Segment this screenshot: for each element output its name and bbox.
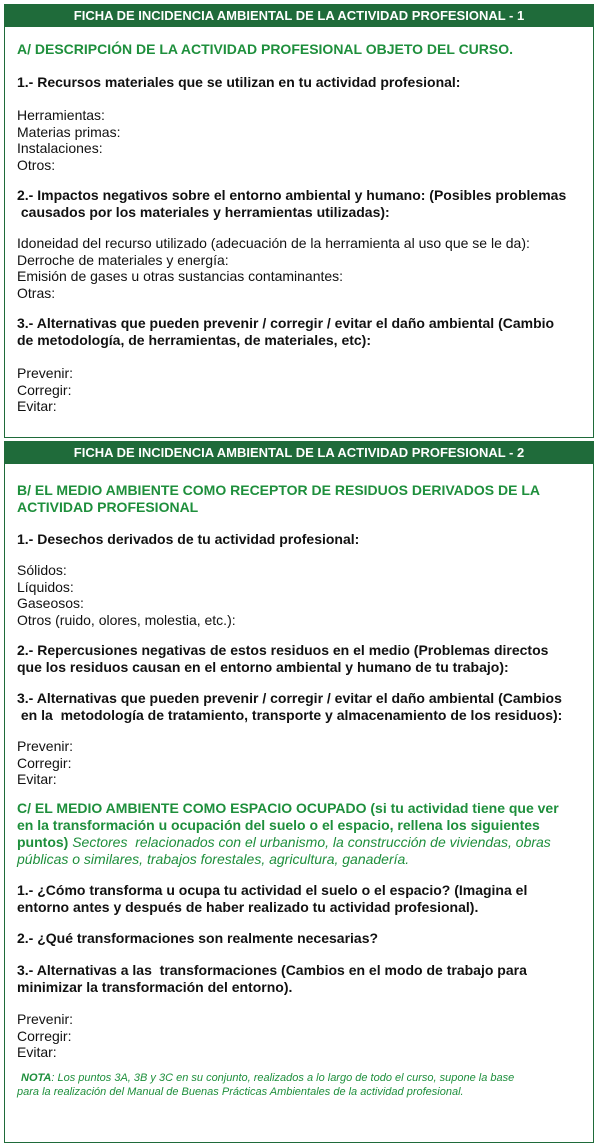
field-otras: Otras: <box>17 284 56 301</box>
ficha-header-1: FICHA DE INCIDENCIA AMBIENTAL DE LA ACTIVIDAD PROFESIONAL - 1 <box>5 5 593 27</box>
question-a1: 1.- Recursos materiales que se utilizan en tu actividad profesional: <box>17 74 461 90</box>
nota-line1 <box>17 1071 581 1085</box>
question-b2-line1: 2.- Repercusiones negativas de estos residuos en el medio (Problemas directos <box>17 642 549 658</box>
question-a2-line1: 2.- Impactos negativos sobre el entorno ambiental y humano: (Posibles problemas <box>17 187 567 203</box>
question-c2: 2.- ¿Qué transformaciones son realmente necesarias? <box>17 930 379 946</box>
nota-line2: para la realización del Manual de Buenas Prácticas Ambientales de la actividad profesional. <box>17 1085 464 1098</box>
question-c3-line2: minimizar la transformación del entorno). <box>17 979 293 995</box>
section-c-title-line2: en la transformación u ocupación del suelo o el espacio, rellena los siguientes <box>17 816 540 833</box>
section-c-title-line3 <box>17 834 581 851</box>
question-b2-line2: que los residuos causan en el entorno ambiental y humano de tu trabajo): <box>17 659 509 675</box>
field-idoneidad: Idoneidad del recurso utilizado (adecuación de la herramienta al uso que se le da): <box>17 235 530 251</box>
ficha-body-1 <box>5 27 593 415</box>
field-corregir-b: Corregir: <box>17 754 72 771</box>
field-gaseosos: Gaseosos: <box>17 595 84 611</box>
field-derroche: Derroche de materiales y energía: <box>17 251 229 268</box>
ficha-card-1 <box>4 4 594 438</box>
field-solidos: Sólidos: <box>17 562 67 578</box>
ficha-card-2 <box>4 441 594 1143</box>
field-prevenir-c: Prevenir: <box>17 1011 74 1027</box>
field-instalaciones: Instalaciones: <box>17 140 103 156</box>
field-materias-primas: Materias primas: <box>17 123 121 140</box>
section-a-title: A/ DESCRIPCIÓN DE LA ACTIVIDAD PROFESIONAL OBJETO DEL CURSO. <box>17 41 514 57</box>
field-evitar: Evitar: <box>17 398 57 414</box>
field-emision: Emisión de gases u otras sustancias contaminantes: <box>17 268 344 284</box>
question-b3-line2: en la metodología de tratamiento, transporte y almacenamiento de los residuos): <box>17 707 563 723</box>
question-c3-line1: 3.- Alternativas a las transformaciones (Cambios en el modo de trabajo para <box>17 962 527 978</box>
section-c-puntos: puntos) <box>17 833 69 850</box>
field-evitar-b: Evitar: <box>17 771 57 787</box>
section-c-sectores-line2: públicas o similares, trabajos forestales, agricultura, ganadería. <box>17 850 410 867</box>
field-corregir: Corregir: <box>17 381 72 398</box>
field-otros-residuos: Otros (ruido, olores, molestia, etc.): <box>17 611 236 628</box>
question-b3-line1: 3.- Alternativas que pueden prevenir / corregir / evitar el daño ambiental (Cambios <box>17 690 562 706</box>
nota-label: NOTA <box>21 1071 52 1084</box>
section-c-sectores: Sectores relacionados con el urbanismo, la construcción de viviendas, obras <box>68 833 551 850</box>
question-a2-line2: causados por los materiales y herramientas utilizadas): <box>17 204 390 220</box>
question-a3-line2: de metodología, de herramientas, de materiales, etc): <box>17 332 371 348</box>
section-c-title-line1: C/ EL MEDIO AMBIENTE COMO ESPACIO OCUPADO (si tu actividad tiene que ver <box>17 799 559 816</box>
field-otros: Otros: <box>17 156 56 173</box>
field-herramientas: Herramientas: <box>17 107 105 123</box>
ficha-body-2 <box>5 464 593 1099</box>
question-b1: 1.- Desechos derivados de tu actividad profesional: <box>17 531 360 547</box>
question-c1-line1: 1.- ¿Cómo transforma u ocupa tu actividad el suelo o el espacio? (Imagina el <box>17 882 528 898</box>
question-c1-line2: entorno antes y después de haber realizado tu actividad profesional). <box>17 899 479 915</box>
field-evitar-c: Evitar: <box>17 1044 57 1060</box>
section-b-title-line1: B/ EL MEDIO AMBIENTE COMO RECEPTOR DE RESIDUOS DERIVADOS DE LA <box>17 482 540 498</box>
field-corregir-c: Corregir: <box>17 1027 72 1044</box>
nota-text-1: : Los puntos 3A, 3B y 3C en su conjunto, realizados a lo largo de todo el curso, supone la base <box>51 1071 515 1084</box>
section-b-title-line2: ACTIVIDAD PROFESIONAL <box>17 499 199 515</box>
field-prevenir: Prevenir: <box>17 365 74 381</box>
field-prevenir-b: Prevenir: <box>17 738 74 754</box>
field-liquidos: Líquidos: <box>17 578 74 595</box>
ficha-header-2: FICHA DE INCIDENCIA AMBIENTAL DE LA ACTIVIDAD PROFESIONAL - 2 <box>5 442 593 464</box>
question-a3-line1: 3.- Alternativas que pueden prevenir / corregir / evitar el daño ambiental (Cambio <box>17 315 555 331</box>
